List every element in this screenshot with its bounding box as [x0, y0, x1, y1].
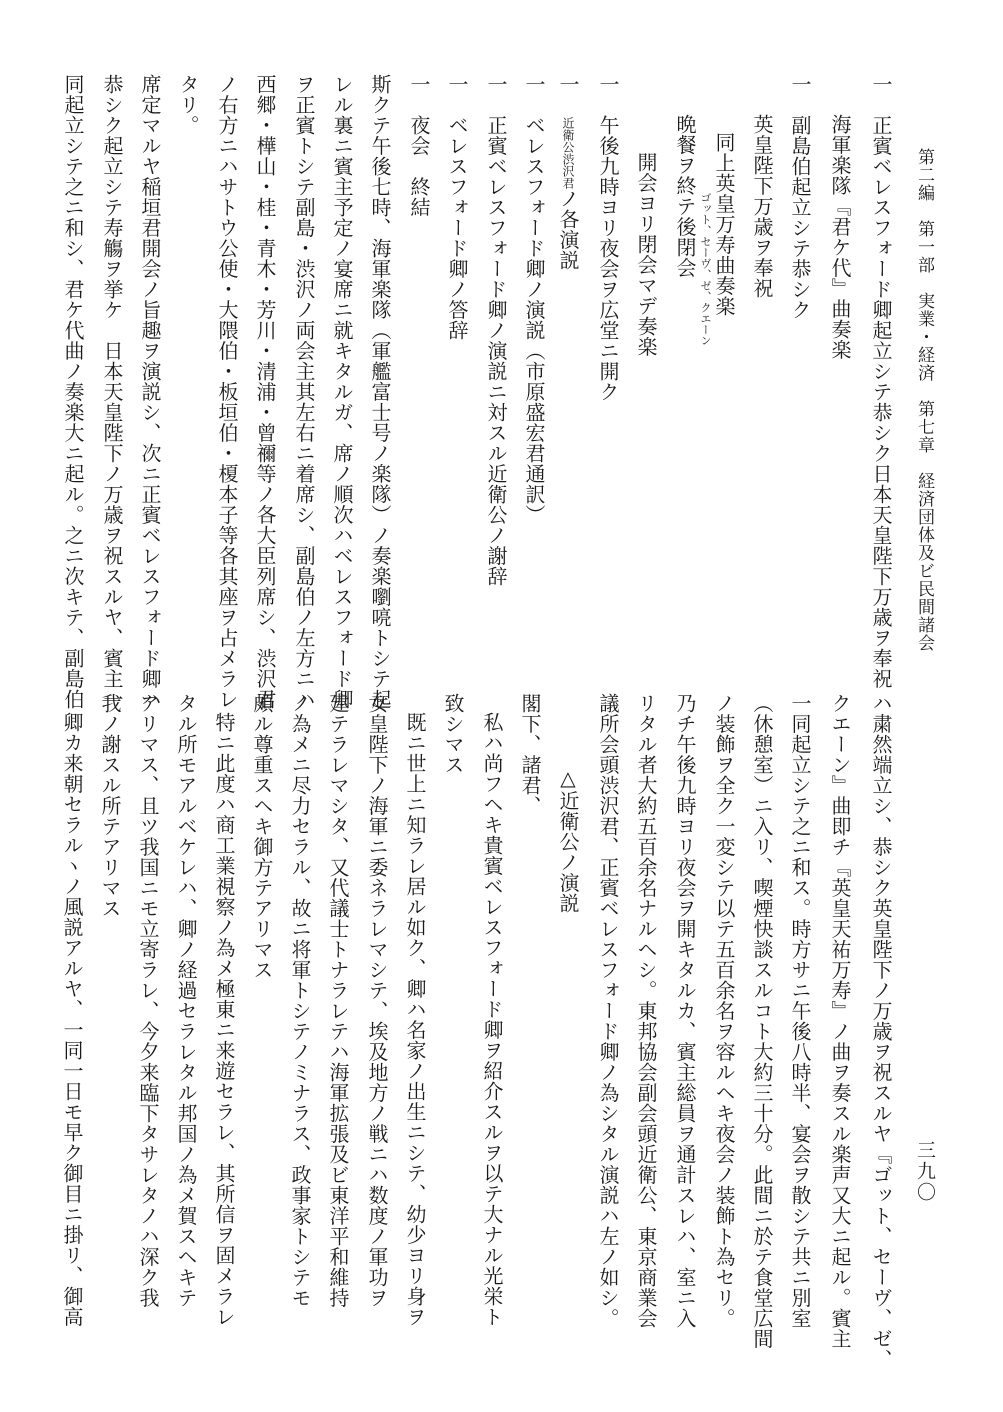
upper-line-1: 一 正賓ベレスフォード卿起立シテ恭シク日本天皇陛下万歳ヲ奉祝	[869, 74, 893, 689]
stacked-name-right: 近衛公	[561, 116, 575, 153]
upper-line-15: レル裏ニ賓主予定ノ宴席ニ就キタルガ、席ノ順次ハベレスフォード卿	[330, 74, 354, 710]
upper-line-9-post: ノ各演説	[556, 188, 580, 271]
upper-line-4: 英皇陛下万歳ヲ奉祝	[750, 114, 774, 299]
upper-line-21: 恭シク起立シテ寿觴ヲ挙ケ 日本天皇陛下ノ万歳ヲ祝スルヤ、賓主一	[100, 74, 124, 710]
upper-line-14: 斯クテ午後七時、海軍楽隊（軍艦富士号ノ楽隊）ノ奏楽嚠喨トシテ起	[368, 74, 392, 710]
upper-line-9-pre: 一	[556, 74, 580, 95]
ruby-annotation: ゴット、セーヴ、ゼ、クエーン	[699, 192, 712, 346]
upper-line-20: 席定マルヤ稲垣君開会ノ旨趣ヲ演説シ、次ニ正賓ベレスフォード卿ハ	[138, 74, 162, 710]
lower-line-5: ノ装飾ヲ全ク一変シテ以テ五百余名ヲ容ルヘキ夜会ノ装飾ト為セリ。	[712, 693, 736, 1329]
upper-line-3: 一 副島伯起立シテ恭シク	[788, 74, 812, 320]
lower-line-11: 私ハ尚フヘキ貴賓ベレスフォード卿ヲ紹介スルヲ以テ大ナル光栄ト	[480, 712, 504, 1327]
upper-line-5-pre: 同上	[712, 132, 736, 173]
upper-line-22: 同起立シテ之ニ和シ、君ケ代曲ノ奏楽大ニ起ル。之ニ次キテ、副島伯	[61, 74, 85, 710]
lower-line-15: 建テラレマシタ、又代議士トナラレテハ海軍拡張及ビ東洋平和維持	[326, 693, 350, 1308]
upper-line-16: ヲ正賓トシテ副島・渋沢ノ両会主其左右ニ着席シ、副島伯ノ左方ニハ	[292, 74, 316, 710]
ruby-base: 英皇万寿	[712, 173, 736, 255]
lower-line-13: 既ニ世上ニ知ラレ居ル如ク、卿ハ名家ノ出生ニシテ、幼少ヨリ身ヲ	[403, 712, 427, 1327]
upper-line-6: 晩餐ヲ終テ後閉会	[673, 114, 697, 278]
lower-line-1: ハ粛然端立シ、恭シク英皇陛下ノ万歳ヲ祝スルヤ『ゴット、セーヴ、ゼ、	[869, 693, 893, 1370]
lower-line-22: 卿カ来朝セラルヽノ風説アルヤ、一同一日モ早ク御目ニ掛リ、御高	[60, 712, 84, 1327]
lower-line-12: 致シマス	[441, 693, 465, 775]
page-number: 三九〇	[914, 1140, 936, 1203]
lower-section-heading: △近衛公ノ演説	[556, 766, 580, 914]
lower-line-19: タル所モアルベケレハ、卿ノ経過セラレタル邦国ノ為メ賀スヘキテ	[174, 693, 198, 1308]
lower-line-6: 乃チ午後九時ヨリ夜会ヲ開キタルカ、賓主総員ヲ通計スレハ、室ニ入	[673, 693, 697, 1329]
lower-line-16: ノ為メニ尽力セラル、故ニ将軍トシテノミナラス、政事家トシテモ	[288, 693, 312, 1308]
upper-line-19: タリ。	[176, 74, 200, 136]
upper-line-2: 海軍楽隊『君ケ代』曲奏楽	[828, 114, 852, 360]
lower-line-20: アリマス、且ツ我国ニモ立寄ラレ、今夕来臨下タサレタノハ深ク我	[136, 693, 160, 1308]
stacked-names	[561, 117, 574, 189]
lower-line-4: （休憩室）ニ入リ、喫煙快談スルコト大約三十分。此間ニ於テ食堂広間	[750, 693, 774, 1349]
lower-line-8: 議所会頭渋沢君、正賓ベレスフォード卿ノ為シタル演説ハ左ノ如シ。	[596, 693, 620, 1329]
lower-line-3: 一同起立シテ之ニ和ス。時方サニ午後八時半、宴会ヲ散シテ共ニ別室	[788, 693, 812, 1329]
upper-line-11: 一 正賓ベレスフォード卿ノ演説ニ対スル近衛公ノ謝辞	[484, 74, 508, 587]
lower-line-2: クエーン』曲即チ『英皇天祐万寿』ノ曲ヲ奏スル楽声又大ニ起ル。賓主	[828, 693, 852, 1349]
upper-line-10: 一 ベレスフォード卿ノ演説（市原盛宏君通訳）	[522, 74, 546, 525]
upper-line-9	[558, 74, 578, 271]
upper-line-7: 開会ヨリ閉会マデ奏楽	[634, 152, 658, 357]
upper-line-5	[714, 132, 734, 317]
lower-line-17: 頗ル尊重スヘキ御方テアリマス	[250, 693, 274, 980]
lower-line-14: 女皇陛下ノ海軍ニ委ネラレマシテ、埃及地方ノ戦ニハ数度ノ軍功ヲ	[365, 693, 389, 1308]
upper-line-13: 一 夜会 終結	[407, 74, 431, 218]
upper-line-5-post: 曲奏楽	[712, 255, 736, 317]
upper-line-8: 一 午後九時ヨリ夜会ヲ広堂ニ開ク	[596, 74, 620, 402]
upper-line-18: ノ右方ニハサトウ公使・大隈伯・板垣伯・榎本子等各其座ヲ占メラレ	[215, 74, 239, 710]
upper-line-12: 一 ベレスフォード卿ノ答辞	[445, 74, 469, 341]
lower-line-10: 閣下、諸君、	[518, 693, 542, 816]
stacked-name-left: 渋沢君	[561, 152, 575, 189]
lower-line-7: リタル者大約五百余名ナルヘシ。東邦協会副会頭近衛公、東京商業会	[634, 693, 658, 1329]
running-head: 第二編 第一部 実業・経済 第七章 経済団体及ビ民間諸会	[914, 148, 934, 652]
lower-line-21: 我ノ謝スル所テアリマス	[98, 693, 122, 919]
upper-line-17: 西郷・樺山・桂・青木・芳川・清浦・曾禰等ノ各大臣列席シ、渋沢君	[253, 74, 277, 710]
lower-line-18: 特ニ此度ハ商工業視察ノ為メ極東ニ来遊セラレ、其所信ヲ固メラレ	[212, 712, 236, 1327]
